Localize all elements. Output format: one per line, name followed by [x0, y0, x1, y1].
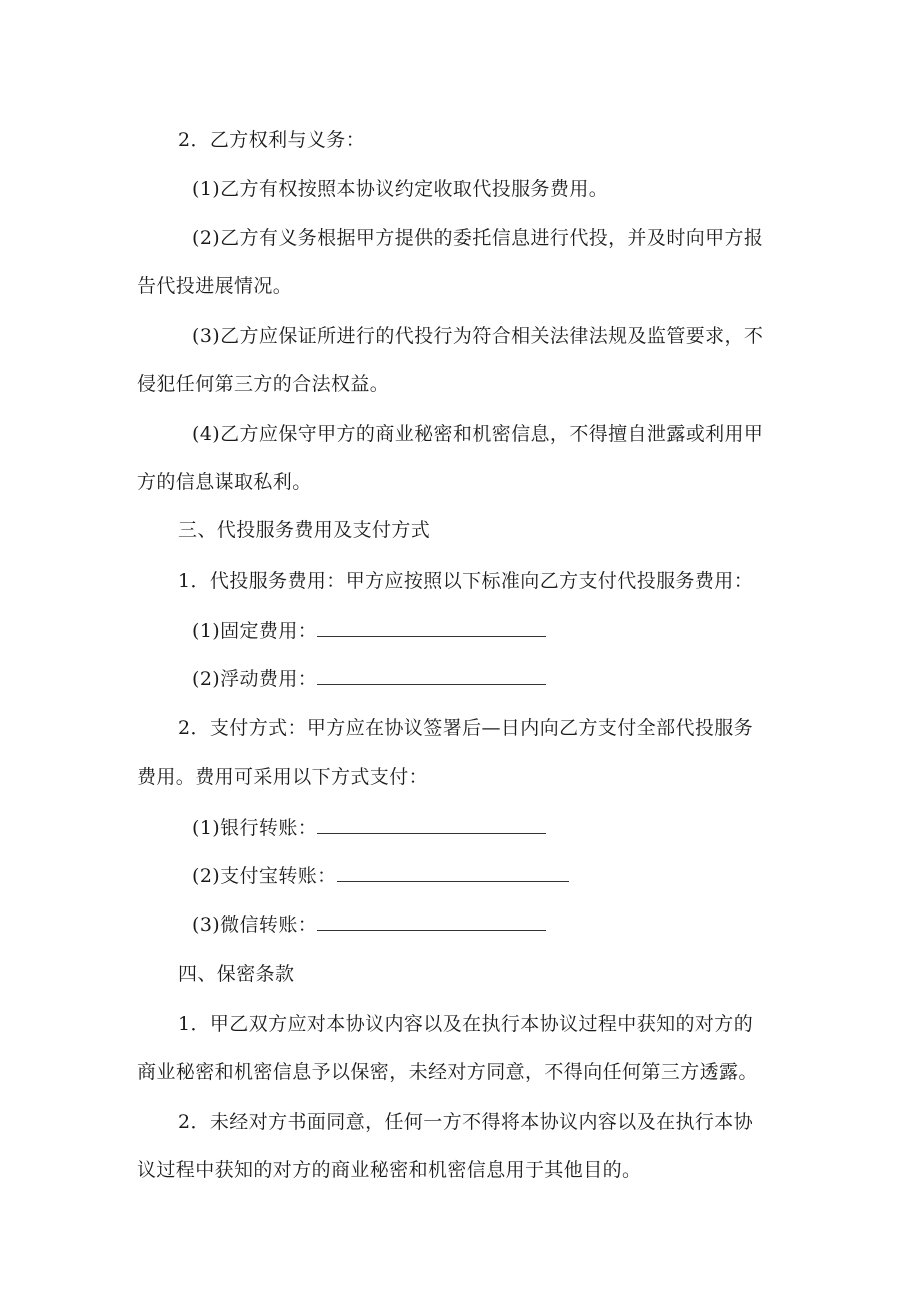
section-4-heading: 四、保密条款 — [178, 963, 295, 985]
fixed-fee-line — [192, 618, 546, 643]
wechat-transfer-line — [192, 912, 546, 937]
alipay-transfer-blank — [337, 863, 569, 882]
floating-fee-blank — [317, 666, 546, 685]
fixed-fee-blank — [317, 618, 546, 637]
alipay-transfer-line — [192, 863, 569, 888]
bank-transfer-blank — [317, 815, 546, 834]
fixed-fee-label: (1)固定费用： — [192, 620, 318, 642]
floating-fee-line — [192, 666, 546, 691]
wechat-transfer-blank — [317, 912, 546, 931]
alipay-transfer-label: (2)支付宝转账： — [192, 865, 337, 887]
clause-2-item-3-line-2: 侵犯任何第三方的合法权益。 — [137, 373, 390, 395]
clause-2-item-2-line-1: (2)乙方有义务根据甲方提供的委托信息进行代投，并及时向甲方报 — [192, 227, 764, 249]
clause-2-item-4-line-1: (4)乙方应保守甲方的商业秘密和机密信息，不得擅自泄露或利用甲 — [192, 423, 764, 445]
section-4-clause-2-line-2: 议过程中获知的对方的商业秘密和机密信息用于其他目的。 — [137, 1159, 642, 1181]
section-4-clause-1-line-1: 1．甲乙双方应对本协议内容以及在执行本协议过程中获知的对方的 — [178, 1013, 754, 1035]
bank-transfer-line — [192, 815, 546, 840]
clause-2-heading: 2．乙方权利与义务： — [178, 129, 366, 151]
section-3-heading: 三、代投服务费用及支付方式 — [178, 519, 431, 541]
clause-2-item-3-line-1: (3)乙方应保证所进行的代投行为符合相关法律法规及监管要求，不 — [192, 325, 764, 347]
section-4-clause-1-line-2: 商业秘密和机密信息予以保密，未经对方同意，不得向任何第三方透露。 — [137, 1061, 758, 1083]
clause-2-item-2-line-2: 告代投进展情况。 — [137, 275, 293, 297]
clause-2-item-1: (1)乙方有权按照本协议约定收取代投服务费用。 — [192, 178, 609, 200]
bank-transfer-label: (1)银行转账： — [192, 817, 318, 839]
section-3-clause-2-line-1: 2．支付方式：甲方应在协议签署后—日内向乙方支付全部代投服务 — [178, 717, 754, 739]
floating-fee-label: (2)浮动费用： — [192, 668, 318, 690]
section-3-clause-2-line-2: 费用。费用可采用以下方式支付： — [137, 766, 429, 788]
section-3-clause-1: 1．代投服务费用：甲方应按照以下标准向乙方支付代投服务费用： — [178, 570, 754, 592]
wechat-transfer-label: (3)微信转账： — [192, 914, 318, 936]
section-4-clause-2-line-1: 2．未经对方书面同意，任何一方不得将本协议内容以及在执行本协 — [178, 1111, 754, 1133]
clause-2-item-4-line-2: 方的信息谋取私利。 — [137, 471, 312, 493]
